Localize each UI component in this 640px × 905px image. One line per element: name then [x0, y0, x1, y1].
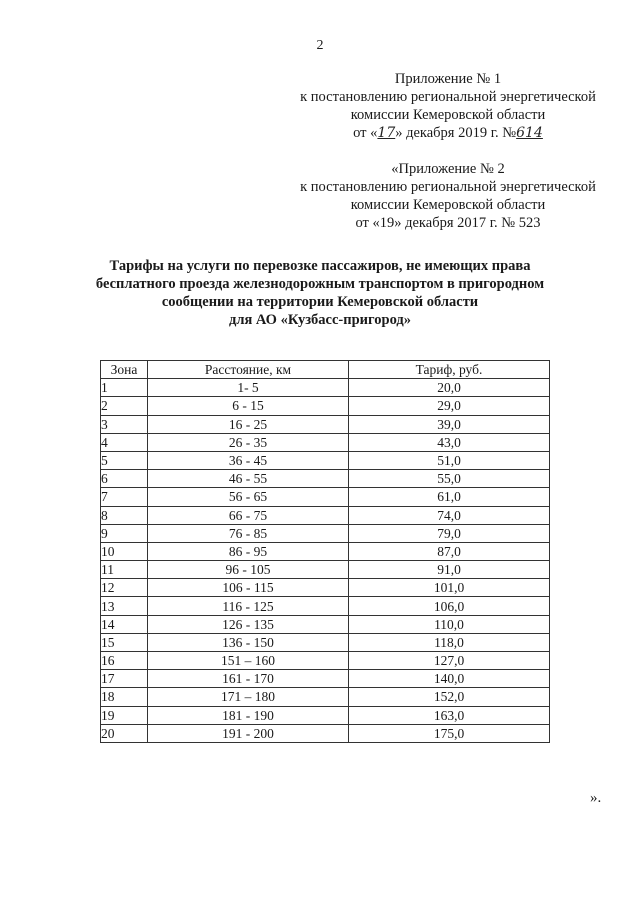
- distance-cell: 86 - 95: [148, 542, 349, 560]
- original-commission-line: комиссии Кемеровской области: [350, 197, 546, 213]
- zone-cell: 10: [101, 542, 148, 560]
- zone-cell: 17: [101, 670, 148, 688]
- zone-cell: 13: [101, 597, 148, 615]
- distance-cell: 66 - 75: [148, 506, 349, 524]
- table-row: [101, 433, 550, 451]
- table-row: [101, 379, 550, 397]
- table-row: [101, 561, 550, 579]
- appendix-title: Приложение № 1: [394, 71, 502, 87]
- tariff-cell: 106,0: [349, 597, 550, 615]
- closing-quote: ».: [590, 790, 602, 806]
- zone-cell: 14: [101, 615, 148, 633]
- table-row: [101, 397, 550, 415]
- distance-cell: 16 - 25: [148, 415, 349, 433]
- appendix-header-current: [298, 70, 598, 142]
- date-prefix: от «: [353, 125, 378, 141]
- distance-cell: 6 - 15: [148, 397, 349, 415]
- tariff-cell: 20,0: [349, 379, 550, 397]
- table-row: [101, 506, 550, 524]
- zone-cell: 15: [101, 633, 148, 651]
- zone-cell: 11: [101, 561, 148, 579]
- table-row: [101, 579, 550, 597]
- table-row: [101, 542, 550, 560]
- table-row: [101, 451, 550, 469]
- tariff-cell: 43,0: [349, 433, 550, 451]
- tariff-cell: 127,0: [349, 652, 550, 670]
- original-date-line: от «19» декабря 2017 г. № 523: [355, 215, 541, 231]
- tariff-cell: 152,0: [349, 688, 550, 706]
- tariff-cell: 110,0: [349, 615, 550, 633]
- distance-cell: 116 - 125: [148, 597, 349, 615]
- tariff-cell: 87,0: [349, 542, 550, 560]
- date-middle: » декабря 2019 г. №: [395, 125, 517, 141]
- table-header-row: [101, 361, 550, 379]
- zone-cell: 18: [101, 688, 148, 706]
- appendix-resolution-line: к постановлению региональной энергетической: [300, 89, 596, 105]
- tariff-cell: 51,0: [349, 451, 550, 469]
- distance-cell: 151 – 160: [148, 652, 349, 670]
- zone-cell: 1: [101, 379, 148, 397]
- distance-cell: 191 - 200: [148, 724, 349, 742]
- table-row: [101, 470, 550, 488]
- table-row: [101, 706, 550, 724]
- distance-cell: 36 - 45: [148, 451, 349, 469]
- distance-cell: 136 - 150: [148, 633, 349, 651]
- distance-cell: 161 - 170: [148, 670, 349, 688]
- table-row: [101, 597, 550, 615]
- title-line: для АО «Кузбасс-пригород»: [228, 312, 411, 328]
- table-row: [101, 415, 550, 433]
- tariff-cell: 175,0: [349, 724, 550, 742]
- title-line: сообщении на территории Кемеровской области: [161, 294, 479, 310]
- page-number: 2: [316, 38, 324, 53]
- tariff-cell: 29,0: [349, 397, 550, 415]
- title-line: Тарифы на услуги по перевозке пассажиров, не имеющих права: [109, 258, 531, 274]
- title-line: бесплатного проезда железнодорожным транспортом в пригородном: [95, 276, 545, 292]
- handwritten-day: 17: [377, 125, 396, 141]
- table-row: [101, 524, 550, 542]
- distance-cell: 106 - 115: [148, 579, 349, 597]
- original-appendix-title: «Приложение № 2: [391, 161, 505, 177]
- distance-cell: 26 - 35: [148, 433, 349, 451]
- tariff-cell: 55,0: [349, 470, 550, 488]
- tariff-cell: 118,0: [349, 633, 550, 651]
- zone-cell: 8: [101, 506, 148, 524]
- zone-cell: 4: [101, 433, 148, 451]
- table-row: [101, 652, 550, 670]
- tariff-table: [100, 360, 550, 743]
- table-row: [101, 670, 550, 688]
- table-row: [101, 615, 550, 633]
- header-distance: Расстояние, км: [148, 361, 349, 379]
- table-row: [101, 688, 550, 706]
- tariff-cell: 101,0: [349, 579, 550, 597]
- zone-cell: 16: [101, 652, 148, 670]
- distance-cell: 1- 5: [148, 379, 349, 397]
- tariff-cell: 61,0: [349, 488, 550, 506]
- table-row: [101, 488, 550, 506]
- distance-cell: 96 - 105: [148, 561, 349, 579]
- distance-cell: 126 - 135: [148, 615, 349, 633]
- distance-cell: 46 - 55: [148, 470, 349, 488]
- zone-cell: 19: [101, 706, 148, 724]
- zone-cell: 20: [101, 724, 148, 742]
- tariff-cell: 91,0: [349, 561, 550, 579]
- tariff-cell: 79,0: [349, 524, 550, 542]
- original-resolution-line: к постановлению региональной энергетической: [300, 179, 596, 195]
- appendix-header-original: [298, 160, 598, 232]
- zone-cell: 7: [101, 488, 148, 506]
- header-zone: Зона: [101, 361, 148, 379]
- appendix-date-line: [298, 124, 598, 142]
- tariff-cell: 39,0: [349, 415, 550, 433]
- zone-cell: 5: [101, 451, 148, 469]
- tariff-cell: 163,0: [349, 706, 550, 724]
- tariff-cell: 74,0: [349, 506, 550, 524]
- appendix-commission-line: комиссии Кемеровской области: [350, 107, 546, 123]
- distance-cell: 181 - 190: [148, 706, 349, 724]
- table-row: [101, 724, 550, 742]
- zone-cell: 2: [101, 397, 148, 415]
- header-tariff: Тариф, руб.: [349, 361, 550, 379]
- zone-cell: 9: [101, 524, 148, 542]
- distance-cell: 56 - 65: [148, 488, 349, 506]
- handwritten-number: 614: [516, 125, 543, 141]
- zone-cell: 12: [101, 579, 148, 597]
- zone-cell: 6: [101, 470, 148, 488]
- zone-cell: 3: [101, 415, 148, 433]
- table-row: [101, 633, 550, 651]
- distance-cell: 76 - 85: [148, 524, 349, 542]
- distance-cell: 171 – 180: [148, 688, 349, 706]
- tariff-cell: 140,0: [349, 670, 550, 688]
- document-title: [80, 257, 560, 329]
